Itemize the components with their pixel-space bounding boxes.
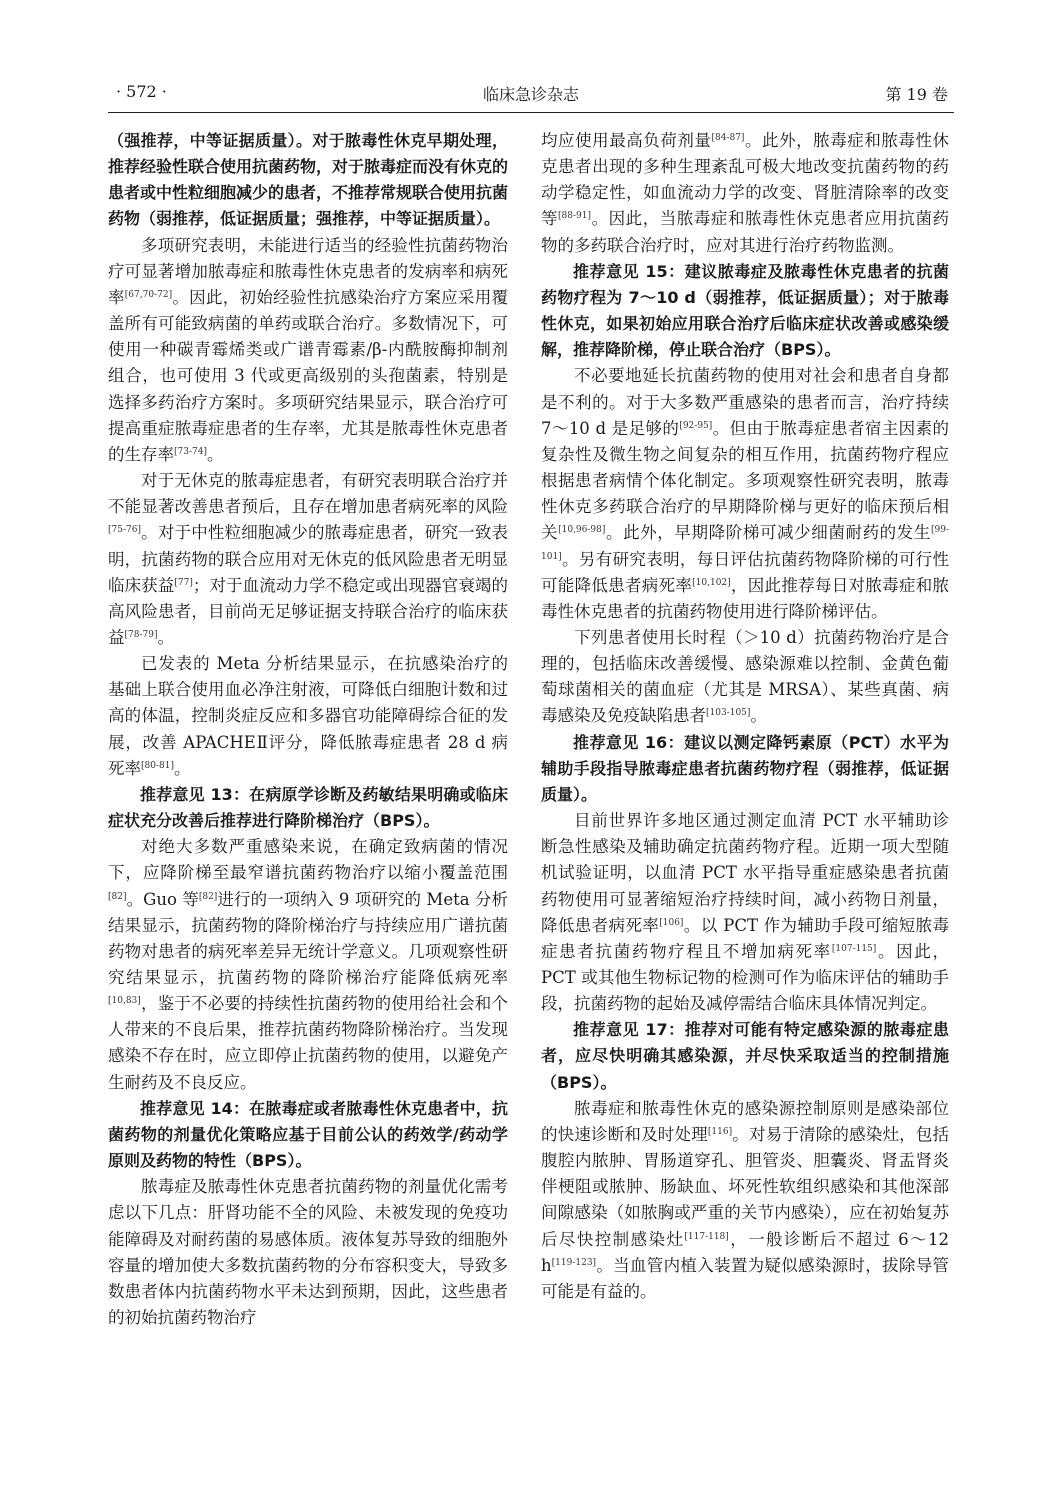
recommendation-13: 推荐意见 13：在病原学诊断及药敏结果明确或临床症状充分改善后推荐进行降阶梯治疗（BPS）。 xyxy=(108,784,508,831)
citation: [73-74] xyxy=(174,446,207,457)
citation: [107-115] xyxy=(831,943,877,954)
paragraph: 下列患者使用长时程（＞10 d）抗菌药物治疗是合理的，包括临床改善缓慢、感染源难以控制、金黄色葡萄球菌相关的菌血症（尤其是 MRSA）、某些真菌、病毒感染及免疫缺陷患者[103-105]。 xyxy=(541,627,949,726)
citation: [119-123] xyxy=(551,1257,597,1268)
citation: [80-81] xyxy=(141,760,174,771)
page-number: · 572 · xyxy=(116,82,167,101)
paragraph: 对绝大多数严重感染来说，在确定致病菌的情况下，应降阶梯至最窄谱抗菌药物治疗以缩小覆盖范围[82]。Guo 等[82]进行的一项纳入 9 项研究的 Meta 分析结果显示，抗菌药物的降阶梯治疗与持续应用广谱抗菌药物对患者的病死率差异无统计学意义。几项观察性研究结果显示，抗菌药物的降阶梯治疗能降低病死率[10,83]，鉴于不必要的持续性抗菌药物的使用给社会和个人带来的不良后果，推荐抗菌药物降阶梯治疗。当发现感染不存在时，应立即停止抗菌药物的使用，以避免产生耐药及不良反应。 xyxy=(108,837,508,1092)
right-column xyxy=(541,128,949,1305)
citation: [116] xyxy=(707,1126,733,1137)
citation: [106] xyxy=(659,917,684,928)
journal-title: 临床急诊杂志 xyxy=(482,85,579,104)
paragraph: 脓毒症及脓毒性休克患者抗菌药物的剂量优化需考虑以下几点：肝肾功能不全的风险、未被发现的免疫功能障碍及对耐药菌的易感体质。液体复苏导致的细胞外容量的增加使大多数抗菌药物的分布容积变大，导致多数患者体内抗菌药物水平未达到预期，因此，这些患者的初始抗菌药物治疗 xyxy=(108,1177,508,1328)
paragraph: 对于无休克的脓毒症患者，有研究表明联合治疗并不能显著改善患者预后，且存在增加患者病死率的风险[75-76]。对于中性粒细胞减少的脓毒症患者，研究一致表明，抗菌药物的联合应用对无休克的低风险患者无明显临床获益[77]；对于血流动力学不稳定或出现器官衰竭的高风险患者，目前尚无足够证据支持联合治疗的临床获益[78-79]。 xyxy=(108,471,509,647)
citation: [88-91] xyxy=(558,211,592,222)
citation: [75-76] xyxy=(108,525,141,536)
citation: [84-87] xyxy=(711,133,745,143)
paragraph: 脓毒症和脓毒性休克的感染源控制原则是感染部位的快速诊断和及时处理[116]。对易于清除的感染灶，包括腹腔内脓肿、胃肠道穿孔、胆管炎、胆囊炎、肾盂肾炎伴梗阻或脓肿、肠缺血、坏死性软组织感染和其他深部间隙感染（如脓胸或严重的关节内感染），应在初始复苏后尽快控制感染灶[117-118]，一般诊断后不超过 6～12 h[119-123]。当血管内植入装置为疑似感染源时，拔除导管可能是有益的。 xyxy=(541,1098,950,1301)
citation: [82] xyxy=(108,891,127,902)
citation: [10,96-98] xyxy=(558,525,606,536)
paragraph: 不必要地延长抗菌药物的使用对社会和患者自身都是不利的。对于大多数严重感染的患者而言，治疗持续 7～10 d 是足够的[92-95]。但由于脓毒症患者宿主因素的复杂性及微生物之间复杂的相互作用，抗菌药物疗程应根据患者病情个体化制定。多项观察性研究表明，脓毒性休克多药联合治疗的早期降阶梯与更好的临床预后相关[10,96-98]。此外，早期降阶梯可减少细菌耐药的发生[99-101]。另有研究表明，每日评估抗菌药物降阶梯的可行性可能降低患者病死率[10,102]，因此推荐每日对脓毒症和脓毒性休克患者的抗菌药物使用进行降阶梯评估。 xyxy=(541,366,950,621)
paragraph: 均应使用最高负荷剂量[84-87]。此外，脓毒症和脓毒性休克患者出现的多种生理紊乱可极大地改变抗菌药物的药动学稳定性，如血流动力学的改变、肾脏清除率的改变等[88-91]。因此，当脓毒症和脓毒性休克患者应用抗菌药物的多药联合治疗时，应对其进行治疗药物监测。 xyxy=(541,131,949,255)
citation: [82] xyxy=(198,891,218,902)
citation: [103-105] xyxy=(706,708,751,719)
page-header xyxy=(108,78,954,113)
recommendation-16: 推荐意见 16：建议以测定降钙素原（PCT）水平为辅助手段指导脓毒症患者抗菌药物疗程（弱推荐，低证据质量）。 xyxy=(541,732,949,804)
citation: [77] xyxy=(174,577,193,588)
volume-label: 第 19 卷 xyxy=(885,85,948,104)
citation: [92-95] xyxy=(679,420,713,431)
citation: [67,70-72] xyxy=(124,289,173,300)
recommendation-12-continued: （强推荐，中等证据质量）。对于脓毒性休克早期处理，推荐经验性联合使用抗菌药物，对于脓毒症而没有休克的患者或中性粒细胞减少的患者，不推荐常规联合使用抗菌药物（弱推荐，低证据质量；强推荐，中等证据质量）。 xyxy=(108,131,509,229)
left-column xyxy=(108,128,508,1331)
citation: [99-101] xyxy=(541,525,950,562)
citation: [10,83] xyxy=(108,996,141,1007)
citation: [117-118] xyxy=(684,1231,729,1242)
paragraph: 目前世界许多地区通过测定血清 PCT 水平辅助诊断急性感染及辅助确定抗菌药物疗程。近期一项大型随机试验证明，以血清 PCT 水平指导重症感染患者抗菌药物使用可显著缩短治疗持续时间，减小药物日剂量，降低患者病死率[106]。以 PCT 作为辅助手段可缩短脓毒症患者抗菌药物疗程且不增加病死率[107-115]。因此，PCT 或其他生物标记物的检测可作为临床评估的辅助手段，抗菌药物的起始及减停需结合临床具体情况判定。 xyxy=(541,811,950,1014)
recommendation-15: 推荐意见 15：建议脓毒症及脓毒性休克患者的抗菌药物疗程为 7～10 d（弱推荐，低证据质量）；对于脓毒性休克，如果初始应用联合治疗后临床症状改善或感染缓解，推荐降阶梯，停止联合治疗（BPS）。 xyxy=(541,261,949,360)
recommendation-14: 推荐意见 14：在脓毒症或者脓毒性休克患者中，抗菌药物的剂量优化策略应基于目前公认的药效学/药动学原则及药物的特性（BPS）。 xyxy=(108,1098,508,1171)
recommendation-17: 推荐意见 17：推荐对可能有特定感染源的脓毒症患者，应尽快明确其感染源，并尽快采取适当的控制措施（BPS）。 xyxy=(541,1020,949,1092)
citation: [10,102] xyxy=(692,577,731,588)
citation: [78-79] xyxy=(124,629,158,640)
paragraph: 多项研究表明，未能进行适当的经验性抗菌药物治疗可显著增加脓毒症和脓毒性休克患者的发病率和病死率[67,70-72]。因此，初始经验性抗感染治疗方案应采用覆盖所有可能致病菌的单药或联合治疗。多数情况下，可使用一种碳青霉烯类或广谱青霉素/β-内酰胺酶抑制剂组合，也可使用 3 代或更高级别的头孢菌素，特别是选择多药治疗方案时。多项研究结果显示，联合治疗可提高重症脓毒症患者的生存率，尤其是脓毒性休克患者的生存率[73-74]。 xyxy=(108,235,509,464)
paragraph: 已发表的 Meta 分析结果显示，在抗感染治疗的基础上联合使用血必净注射液，可降低白细胞计数和过高的体温，控制炎症反应和多器官功能障碍综合征的发展，改善 APACHEⅡ评分，降低脓毒症患者 28 d 病死率[80-81]。 xyxy=(108,654,508,778)
